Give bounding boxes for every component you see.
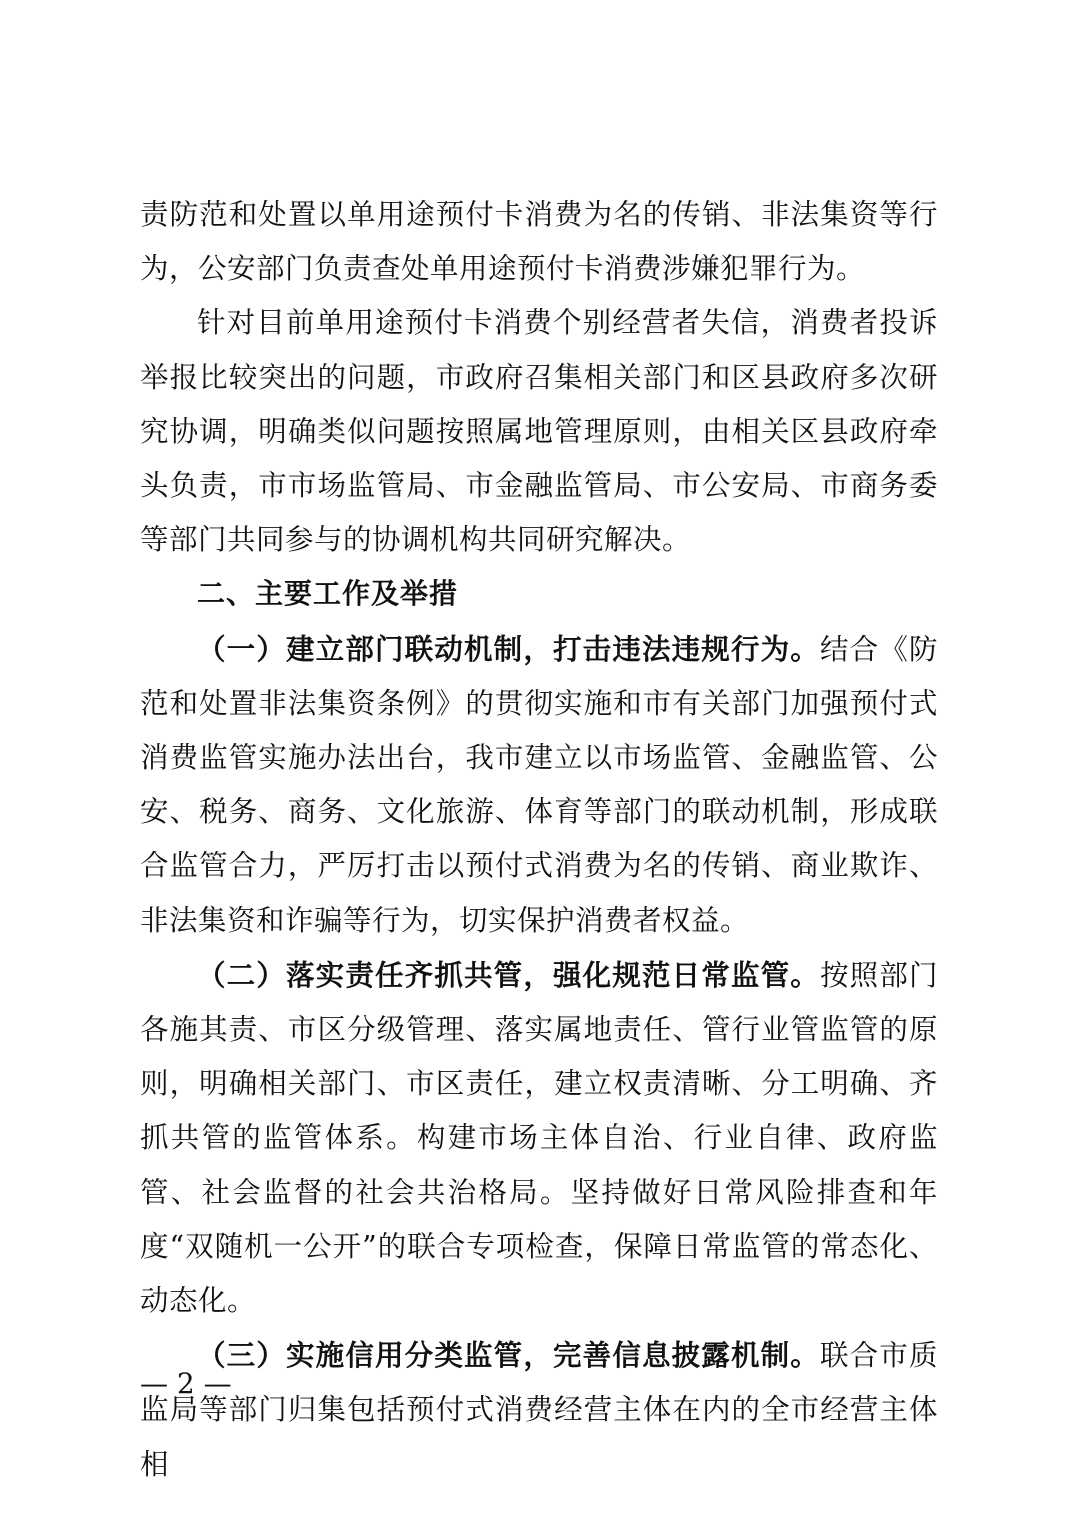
item-title-3: （三）实施信用分类监管，完善信息披露机制。	[197, 1338, 820, 1373]
paragraph-coordination: 针对目前单用途预付卡消费个别经营者失信，消费者投诉举报比较突出的问题，市政府召集相关部门和区县政府多次研究协调，明确类似问题按照属地管理原则，由相关区县政府牵头负责，市市场监管局、市金融监管局、市公安局、市商务委等部门共同参与的协调机构共同研究解决。	[140, 306, 938, 557]
item-paragraph-1	[140, 622, 938, 948]
item-body-2: 按照部门各施其责、市区分级管理、落实属地责任、管行业管监管的原则，明确相关部门、市区责任，建立权责清晰、分工明确、齐抓共管的监管体系。构建市场主体自治、行业自律、政府监管、社会监督的社会共治格局。坚持做好日常风险排查和年度“双随机一公开”的联合专项检查，保障日常监管的常态化、动态化。	[140, 958, 938, 1318]
section-heading: 二、主要工作及举措	[197, 577, 459, 611]
page-number: — 2 —	[140, 1367, 232, 1400]
item-body-1: 结合《防范和处置非法集资条例》的贯彻实施和市有关部门加强预付式消费监管实施办法出台，我市建立以市场监管、金融监管、公安、税务、商务、文化旅游、体育等部门的联动机制，形成联合监管合力，严厉打击以预付式消费为名的传销、商业欺诈、非法集资和诈骗等行为，切实保护消费者权益。	[140, 632, 938, 937]
item-paragraph-2	[140, 948, 938, 1328]
item-title-1: （一）建立部门联动机制，打击违法违规行为。	[197, 631, 820, 666]
item-paragraph-3	[140, 1328, 938, 1492]
item-title-2: （二）落实责任齐抓共管，强化规范日常监管。	[197, 957, 820, 992]
item-body-3: 联合市质监局等部门归集包括预付式消费经营主体在内的全市经营主体相	[140, 1339, 938, 1481]
paragraph-continuation: 责防范和处置以单用途预付卡消费为名的传销、非法集资等行为，公安部门负责查处单用途预付卡消费涉嫌犯罪行为。	[140, 198, 938, 286]
document-body	[140, 188, 938, 1492]
